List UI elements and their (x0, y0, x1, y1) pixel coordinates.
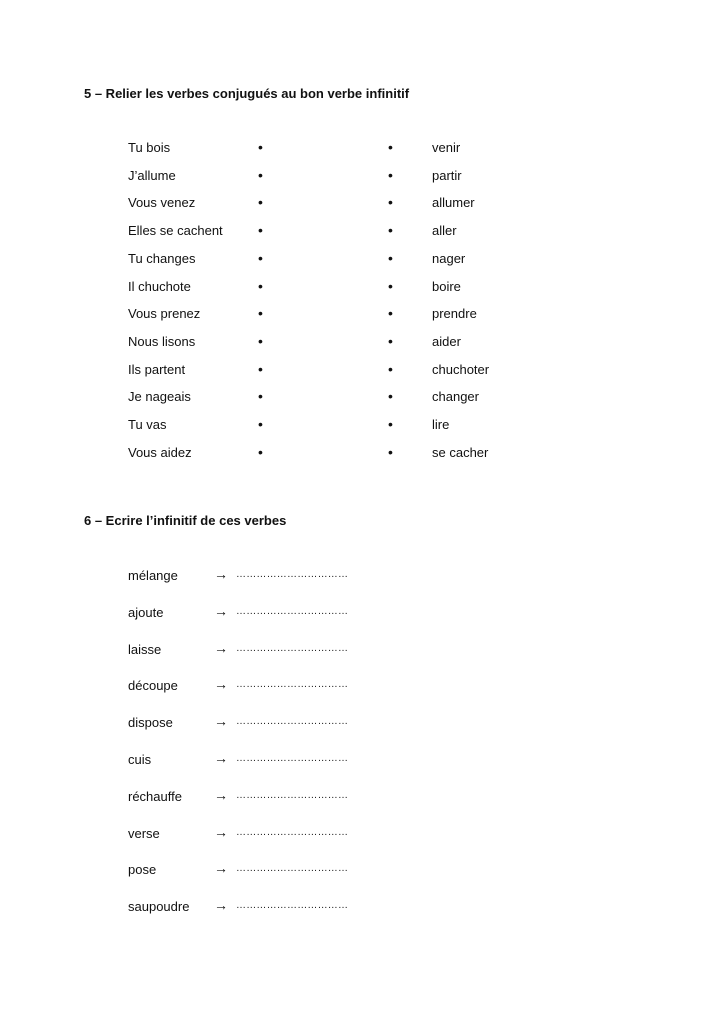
answer-blank[interactable]: …………………………… (236, 863, 349, 875)
left-bullet[interactable]: • (258, 443, 263, 460)
arrow-icon: → (214, 860, 228, 877)
conjugated-verb: Vous prenez (128, 306, 201, 322)
infinitive-verb: se cacher (432, 444, 489, 460)
right-bullet[interactable]: • (388, 360, 393, 377)
infinitive-row (0, 715, 724, 735)
infinitive-row (0, 752, 724, 772)
conjugated-verb: Vous aidez (128, 444, 192, 460)
matching-row (0, 334, 724, 354)
infinitive-verb: changer (432, 389, 479, 405)
infinitive-verb: aider (432, 333, 461, 349)
infinitive-row (0, 602, 724, 625)
answer-blank[interactable]: …………………………… (236, 642, 349, 654)
arrow-icon: → (214, 750, 228, 766)
answer-blank[interactable]: …………………………… (236, 716, 349, 728)
right-bullet[interactable]: • (388, 194, 393, 211)
conjugated-verb: Ils partent (128, 361, 186, 377)
right-bullet[interactable]: • (388, 443, 393, 460)
infinitive-verb: chuchoter (432, 361, 490, 377)
infinitive-row (0, 899, 724, 919)
infinitive-verb: partir (432, 167, 462, 183)
infinitive-verb: venir (432, 140, 461, 155)
answer-blank[interactable]: …………………………… (236, 826, 349, 838)
conjugated-verb: Je nageais (128, 389, 191, 405)
infinitive-verb: boire (432, 278, 461, 294)
infinitive-row (0, 786, 724, 809)
exercise-6-title: 6 – Ecrire l’infinitif de ces verbes (84, 513, 287, 528)
right-bullet[interactable]: • (388, 388, 393, 405)
matching-row (0, 417, 724, 437)
conjugated-verb: découpe (128, 678, 178, 694)
conjugated-verb: mélange (128, 568, 178, 583)
infinitive-row (0, 678, 724, 698)
conjugated-verb: Tu changes (128, 250, 196, 266)
answer-blank[interactable]: …………………………… (236, 900, 349, 912)
arrow-icon: → (214, 676, 228, 693)
arrow-icon: → (214, 713, 228, 730)
arrow-icon: → (214, 639, 228, 656)
infinitive-verb: allumer (432, 195, 475, 211)
conjugated-verb: verse (128, 825, 160, 841)
right-bullet[interactable]: • (388, 139, 393, 155)
arrow-icon: → (214, 786, 228, 803)
arrow-icon: → (214, 602, 228, 619)
matching-row (0, 140, 724, 160)
right-bullet[interactable]: • (388, 166, 393, 183)
matching-row (0, 251, 724, 271)
conjugated-verb: laisse (128, 641, 162, 657)
infinitive-row (0, 568, 724, 588)
matching-row (0, 389, 724, 409)
conjugated-verb: Tu vas (128, 417, 167, 432)
conjugated-verb: saupoudre (128, 899, 190, 915)
right-bullet[interactable]: • (388, 332, 393, 349)
left-bullet[interactable]: • (258, 416, 263, 432)
left-bullet[interactable]: • (258, 305, 263, 322)
conjugated-verb: ajoute (128, 604, 164, 620)
answer-blank[interactable]: …………………………… (236, 679, 349, 691)
answer-blank[interactable]: …………………………… (236, 753, 349, 764)
answer-blank[interactable]: …………………………… (236, 605, 349, 617)
left-bullet[interactable]: • (258, 277, 263, 294)
matching-row (0, 279, 724, 299)
matching-row (0, 362, 724, 382)
answer-blank[interactable]: …………………………… (236, 569, 349, 580)
infinitive-verb: nager (432, 250, 466, 266)
left-bullet[interactable]: • (258, 249, 263, 266)
answer-blank[interactable]: …………………………… (236, 789, 349, 801)
conjugated-verb: Vous venez (128, 195, 196, 211)
left-bullet[interactable]: • (258, 139, 263, 155)
conjugated-verb: Il chuchote (128, 278, 191, 294)
right-bullet[interactable]: • (388, 277, 393, 294)
left-bullet[interactable]: • (258, 388, 263, 405)
arrow-icon: → (214, 566, 228, 582)
left-bullet[interactable]: • (258, 166, 263, 183)
exercise-5-title: 5 – Relier les verbes conjugués au bon verbe infinitif (84, 86, 410, 101)
matching-row (0, 306, 724, 326)
matching-row (0, 223, 724, 243)
conjugated-verb: pose (128, 862, 157, 878)
infinitive-verb: aller (432, 223, 457, 239)
arrow-icon: → (214, 897, 228, 914)
left-bullet[interactable]: • (258, 194, 263, 211)
left-bullet[interactable]: • (258, 332, 263, 349)
arrow-icon: → (214, 823, 228, 840)
infinitive-verb: lire (432, 417, 450, 432)
infinitive-row (0, 862, 724, 882)
infinitive-row (0, 639, 724, 662)
infinitive-row (0, 823, 724, 846)
conjugated-verb: réchauffe (128, 788, 182, 804)
conjugated-verb: Nous lisons (128, 333, 196, 349)
matching-row (0, 168, 724, 188)
right-bullet[interactable]: • (388, 249, 393, 266)
conjugated-verb: Tu bois (128, 140, 171, 155)
conjugated-verb: J’allume (128, 167, 176, 183)
left-bullet[interactable]: • (258, 360, 263, 377)
left-bullet[interactable]: • (258, 222, 263, 239)
right-bullet[interactable]: • (388, 416, 393, 432)
matching-row (0, 195, 724, 215)
right-bullet[interactable]: • (388, 305, 393, 322)
conjugated-verb: Elles se cachent (128, 223, 223, 239)
matching-row (0, 445, 724, 465)
conjugated-verb: cuis (128, 752, 152, 767)
infinitive-verb: prendre (432, 306, 477, 322)
conjugated-verb: dispose (128, 715, 173, 731)
right-bullet[interactable]: • (388, 222, 393, 239)
